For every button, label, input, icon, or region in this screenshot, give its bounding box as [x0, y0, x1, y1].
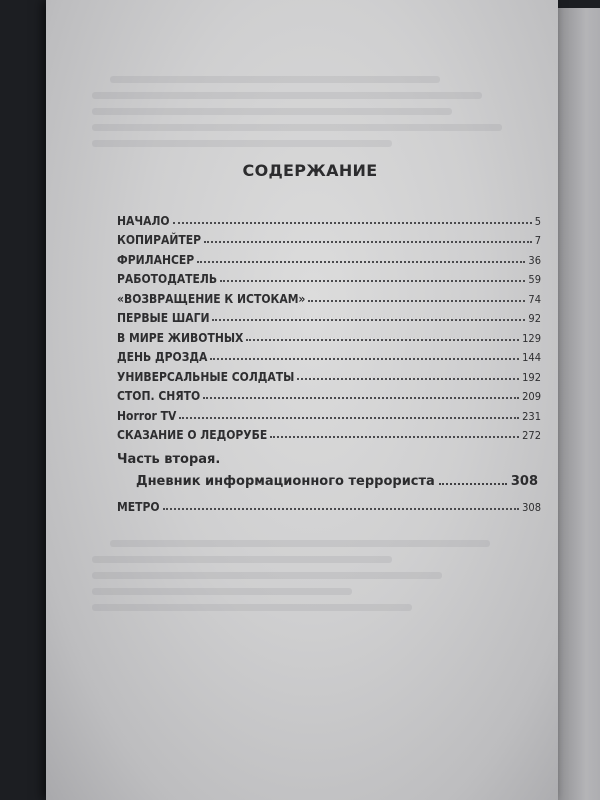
toc-entry-page: 308 — [522, 500, 541, 514]
toc-entry-page: 5 — [534, 214, 541, 228]
show-through-text — [92, 108, 452, 115]
dot-leader — [173, 222, 532, 224]
show-through-text — [110, 540, 490, 547]
toc-entry-title: Horror TV — [117, 408, 177, 423]
toc-entry-title: РАБОТОДАТЕЛЬ — [117, 272, 218, 286]
toc-entry — [117, 423, 541, 443]
dot-leader — [270, 436, 519, 438]
show-through-text — [92, 588, 352, 595]
show-through-text — [110, 76, 440, 83]
toc-entry — [117, 325, 541, 345]
toc-entry — [117, 364, 541, 384]
show-through-text — [92, 604, 412, 611]
toc-entry-page: 231 — [522, 409, 541, 423]
show-through-text — [92, 572, 442, 579]
dot-leader — [220, 280, 525, 282]
toc-entry-page: 129 — [522, 331, 541, 345]
toc-entry — [117, 306, 541, 326]
dot-leader — [179, 417, 519, 419]
toc-entry-page: 209 — [522, 390, 541, 403]
dot-leader — [203, 397, 519, 399]
toc-entry-title: СТОП. СНЯТО — [117, 389, 201, 403]
toc-entry-title: НАЧАЛО — [117, 213, 170, 228]
dot-leader — [439, 483, 507, 485]
dot-leader — [210, 358, 519, 360]
show-through-text — [92, 140, 392, 147]
toc-entry-title: УНИВЕРСАЛЬНЫЕ СОЛДАТЫ — [117, 369, 295, 384]
toc-entry-page: 74 — [528, 292, 541, 306]
toc-entry — [117, 286, 541, 306]
show-through-text — [92, 92, 482, 99]
dot-leader — [246, 339, 519, 341]
part-subtitle-page: 308 — [510, 474, 538, 489]
toc-entry-page: 92 — [528, 312, 541, 325]
dot-leader — [197, 261, 525, 263]
toc-entry — [117, 228, 541, 248]
toc-entry-title: СКАЗАНИЕ О ЛЕДОРУБЕ — [117, 428, 268, 442]
toc-entry-title: ФРИЛАНСЕР — [117, 252, 195, 267]
toc-entry-title: ПЕРВЫЕ ШАГИ — [117, 311, 210, 325]
toc-entry — [117, 384, 541, 404]
toc-list — [117, 208, 541, 442]
toc-entry-page: 144 — [522, 351, 541, 364]
toc-entry-page: 7 — [534, 234, 541, 247]
toc-entry-page: 272 — [522, 429, 541, 442]
dot-leader — [163, 508, 520, 510]
toc-entry-page: 59 — [528, 273, 541, 286]
toc-entry — [117, 267, 541, 287]
toc-entry — [117, 247, 541, 267]
show-through-text — [92, 124, 502, 131]
dot-leader — [297, 378, 519, 380]
toc-entry — [117, 208, 541, 228]
part-heading: Часть вторая. — [117, 452, 221, 467]
toc-entry — [117, 403, 541, 423]
toc-entry-title: МЕТРО — [117, 499, 160, 514]
toc-entry-page: 36 — [528, 253, 541, 267]
toc-list-part-two — [117, 494, 541, 514]
toc-entry-title: ДЕНЬ ДРОЗДА — [117, 350, 208, 364]
toc-entry — [117, 494, 541, 514]
dot-leader — [212, 319, 525, 321]
part-subtitle: Дневник информационного террориста — [136, 474, 435, 489]
toc-entry-title: «ВОЗВРАЩЕНИЕ К ИСТОКАМ» — [117, 291, 306, 306]
toc-entry-title: В МИРЕ ЖИВОТНЫХ — [117, 330, 244, 345]
toc-title: СОДЕРЖАНИЕ — [242, 161, 378, 180]
dot-leader — [204, 241, 532, 243]
toc-entry-title: КОПИРАЙТЕР — [117, 233, 202, 247]
show-through-text — [92, 556, 392, 563]
toc-entry-page: 192 — [522, 370, 541, 384]
part-subtitle-row — [136, 474, 538, 489]
toc-entry — [117, 345, 541, 365]
next-page-edge — [556, 8, 600, 800]
dot-leader — [308, 300, 525, 302]
